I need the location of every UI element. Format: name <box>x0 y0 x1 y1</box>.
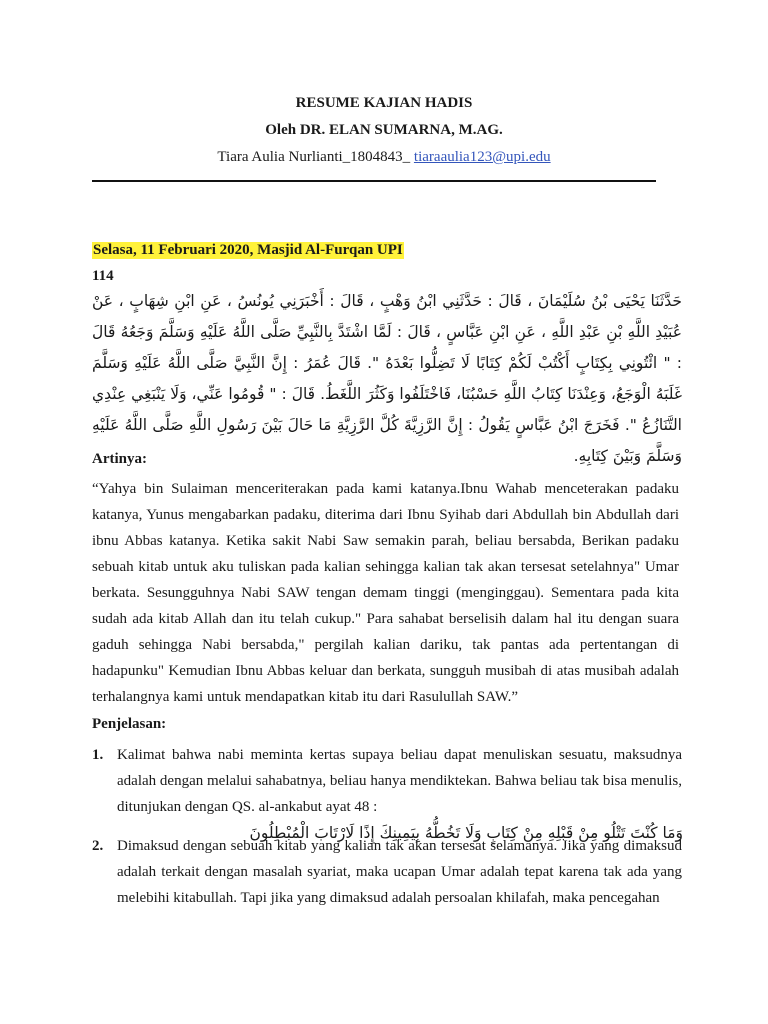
hadith-number: 114 <box>92 268 114 284</box>
session-date-location: Selasa, 11 Februari 2020, Masjid Al-Furqan UPI <box>93 242 403 258</box>
item-number: 2. <box>92 838 104 854</box>
explanation-item <box>92 742 682 820</box>
explanation-heading: Penjelasan: <box>92 716 167 732</box>
item-text: Kalimat bahwa nabi meminta kertas supaya beliau dapat menuliskan sesuatu, maksudnya adalah dengan melalui sahabatnya, beliau hanya mendiktekan. Bahwa beliau tak bisa menulis, ditunjukan dengan QS. al-ankabut ayat 48 : <box>117 747 682 815</box>
item-text: Dimaksud dengan sebuah kitab yang kalian tak akan tersesat selamanya. Jika yang dimaksud adalah terkait dengan masalah syariat, maka ucapan Umar adalah tepat karena tak ada yang melebihi kitabullah. Tapi jika yang dimaksud adalah persoalan khilafah, maka pencegahan <box>117 838 682 906</box>
author-line <box>0 149 768 166</box>
lecturer-line: Oleh DR. ELAN SUMARNA, M.AG. <box>265 122 503 138</box>
document-title: RESUME KAJIAN HADIS <box>295 95 473 111</box>
author-email-link[interactable]: tiaraaulia123@upi.edu <box>413 149 551 165</box>
author-name: Tiara Aulia Nurlianti_1804843_ <box>217 149 414 165</box>
quran-verse-arabic: وَمَا كُنْتَ تَتْلُو مِنْ قَبْلِهِ مِنْ كِتَابٍ وَلَا تَخُطُّهُ بِيَمِينِكَ إِذًا لَارْتَابَ الْمُبْطِلُونَ <box>249 824 683 842</box>
item-number: 1. <box>92 747 104 763</box>
horizontal-divider <box>92 180 656 182</box>
translation-heading: Artinya: <box>92 451 147 467</box>
hadith-arabic-text: حَدَّثَنَا يَحْيَى بْنُ سُلَيْمَانَ ، قَالَ : حَدَّثَنِي ابْنُ وَهْبٍ ، قَالَ : أَخْبَرَنِي يُونُسُ ، عَنِ ابْنِ شِهَابٍ ، عَنْ عُبَيْدِ اللَّهِ بْنِ عَبْدِ اللَّهِ ، عَنِ ابْنِ عَبَّاسٍ ، قَالَ : لَمَّا اشْتَدَّ بِالنَّبِيِّ صَلَّى اللَّهُ عَلَيْهِ وَسَلَّمَ وَجَعُهُ قَالَ : " ائْتُونِي بِكِتَابٍ أَكْتُبْ لَكُمْ كِتَابًا لَا تَضِلُّوا بَعْدَهُ ". قَالَ عُمَرُ : إِنَّ النَّبِيَّ صَلَّى اللَّهُ عَلَيْهِ وَسَلَّمَ غَلَبَهُ الْوَجَعُ، وَعِنْدَنَا كِتَابُ اللَّهِ حَسْبُنَا، فَاخْتَلَفُوا وَكَثُرَ اللَّغَطُ. قَالَ : " قُومُوا عَنِّي، وَلَا يَنْبَغِي عِنْدِي التَّنَازُعُ ". فَخَرَجَ ابْنُ عَبَّاسٍ يَقُولُ : إِنَّ الرَّزِيَّةَ كُلَّ الرَّزِيَّةِ مَا حَالَ بَيْنَ رَسُولِ اللَّهِ صَلَّى اللَّهُ عَلَيْهِ وَسَلَّمَ وَبَيْنَ كِتَابِهِ. <box>92 292 682 465</box>
explanation-item <box>92 833 682 911</box>
translation-paragraph: “Yahya bin Sulaiman menceriterakan pada kami katanya.Ibnu Wahab menceterakan padaku katanya, Yunus mengabarkan padaku, diterima dari Ibnu Syihab dari Abdullah bin Abdullah dari ibnu Abbas katanya. Ketika sakit Nabi Saw semakin parah, beliau bersabda, Berikan padaku sebuah kitab untuk aku tuliskan pada kalian sehingga kalian tak akan tersesat setelahnya" Umar berkata. Sesungguhnya Nabi SAW tengan demam tinggi (menginggau). Sementara pada kita sudah ada kitab Allah dan itu telah cukup." Para sahabat berselisih dalam hal itu dengan suara gaduh sehingga Nabi bersabda," pergilah kalian dariku, tak pantas ada pertentangan di hadapunku" Kemudian Ibnu Abbas keluar dan berkata, sungguh musibah di atas musibah adalah terhalangnya kami untuk mendapatkan kitab itu dari Rasulullah SAW.” <box>92 481 679 705</box>
